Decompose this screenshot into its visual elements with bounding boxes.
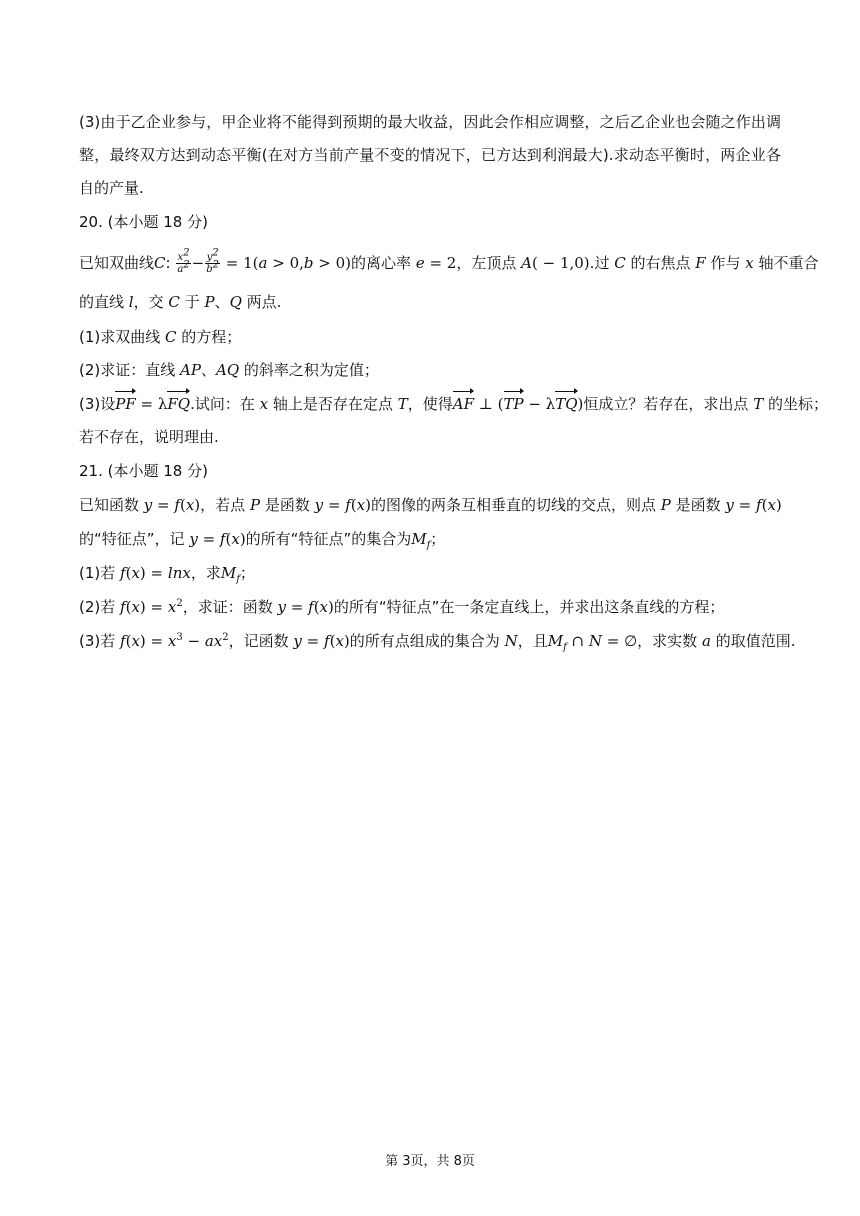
q20-part1-text: 的方程；: [181, 328, 242, 346]
q20-stem-text: 轴不重合: [758, 254, 819, 272]
q21-part1-text: ；: [239, 564, 255, 582]
q21-part2-text: 的所有“特征点”在一条定直线上，并求出这条直线的方程；: [333, 598, 725, 616]
q21-stem-text: 是函数: [675, 496, 721, 514]
q21-part1: (1)若 f(x) = lnx，求$M_f$；: [79, 564, 255, 585]
q20-stem-text: .过: [589, 254, 610, 272]
q21-part1-text: (1)若: [79, 564, 116, 582]
q21-stem-text: 是函数: [264, 496, 310, 514]
q20-part2: (2)求证：直线 AP、AQ 的斜率之积为定值；: [79, 361, 379, 379]
q20-stem-text: 的直线: [79, 293, 125, 311]
q20-part3-text: ，使得: [407, 395, 453, 413]
q21-stem-text: 的“特征点”，记: [79, 530, 185, 548]
q20-stem-text: 的离心率: [351, 254, 412, 272]
page-footer: 第 3页，共 8页: [385, 1154, 475, 1169]
q20-part3-text: (3)设: [79, 395, 116, 413]
q21-part1-text: ，求: [190, 564, 221, 582]
q20-part3-line2: 若不存在，说明理由.: [79, 428, 219, 446]
q20-stem-line1: 已知双曲线C: $\frac{x^2}{a^2}$ − $\frac{y^2}{b^2}$ = 1(a > 0,b > 0)的离心率 e = 2，左顶点 A( − 1,0).过 C 的右焦点 F 作与 x 轴不重合: [79, 247, 819, 275]
q21-part3-text: 的所有点组成的集合为: [349, 632, 500, 650]
q21-part2: (2)若 $f(x) = x^2$，求证：函数 y = f(x)的所有“特征点”在一条定直线上，并求出这条直线的方程；: [79, 598, 725, 616]
q20-part3-text: 的坐标；: [768, 395, 829, 413]
q20-stem-text: ，交: [133, 293, 164, 311]
q19-part3-line2: 整，最终双方达到动态平衡(在对方当前产量不变的情况下，已方达到利润最大).求动态平衡时，两企业各: [79, 146, 781, 164]
q20-part2-text: (2)求证：直线: [79, 361, 176, 379]
q21-part3-text: ，求实数: [637, 632, 698, 650]
q20-part3-text: 恒成立？若存在，求出点: [583, 395, 749, 413]
q20-stem-text: 于: [184, 293, 200, 311]
q20-stem-text: 已知双曲线: [79, 254, 155, 272]
q20-part3-text: .试问：在: [190, 395, 255, 413]
q20-part3-line1: (3)设PF = λFQ.试问：在 x 轴上是否存在定点 T，使得AF ⊥ (TP − λTQ)恒成立？若存在，求出点 T 的坐标；: [79, 395, 829, 413]
q20-stem-text: 两点.: [246, 293, 282, 311]
q20-part1-text: (1)求双曲线: [79, 328, 161, 346]
q21-part2-text: (2)若: [79, 598, 116, 616]
q21-header: 21. (本小题 18 分): [79, 462, 208, 480]
q20-stem-text: 的右焦点: [630, 254, 691, 272]
q20-part2-text: 的斜率之积为定值；: [243, 361, 379, 379]
q21-part3-text: (3)若: [79, 632, 116, 650]
q21-stem-text: ；: [430, 530, 446, 548]
q19-part3-line3: 自的产量.: [79, 179, 144, 197]
q21-part3-text: ，且: [517, 632, 548, 650]
q20-stem-text: ，左顶点: [456, 254, 517, 272]
q21-stem-text: ，若点: [200, 496, 246, 514]
q21-stem-text: 已知函数: [79, 496, 140, 514]
fraction-y2-b2: $\frac{y^2}{b^2}$: [206, 247, 220, 275]
q21-part2-text: ，求证：函数: [182, 598, 273, 616]
q20-stem-text: 作与: [710, 254, 741, 272]
q19-part3-line1: (3)由于乙企业参与，甲企业将不能得到预期的最大收益，因此会作相应调整，之后乙企业也会随之作出调: [79, 113, 781, 131]
q21-part3-text: 的取值范围.: [715, 632, 796, 650]
q21-part3: (3)若 $f(x) = x^3 - ax^2$，记函数 y = f(x)的所有点组成的集合为 N，且$M_f$ ∩ N = ∅，求实数 a 的取值范围.: [79, 632, 796, 653]
q21-part3-text: ，记函数: [228, 632, 289, 650]
q21-stem-line1: 已知函数 y = f(x)，若点 P 是函数 y = f(x)的图像的两条互相垂直的切线的交点，则点 P 是函数 y = f(x): [79, 496, 782, 514]
q21-stem-text: 的所有“特征点”的集合为: [245, 530, 412, 548]
q20-header: 20. (本小题 18 分): [79, 213, 208, 231]
q21-stem-text: 的图像的两条互相垂直的切线的交点，则点: [370, 496, 656, 514]
q20-part1: (1)求双曲线 C 的方程；: [79, 328, 242, 346]
fraction-x2-a2: $\frac{x^2}{a^2}$: [177, 247, 190, 275]
q21-stem-line2: 的“特征点”，记 y = f(x)的所有“特征点”的集合为$M_f$；: [79, 530, 446, 551]
q20-part3-text: 轴上是否存在定点: [272, 395, 393, 413]
q20-stem-line2: 的直线 l，交 C 于 P、Q 两点.: [79, 293, 282, 311]
